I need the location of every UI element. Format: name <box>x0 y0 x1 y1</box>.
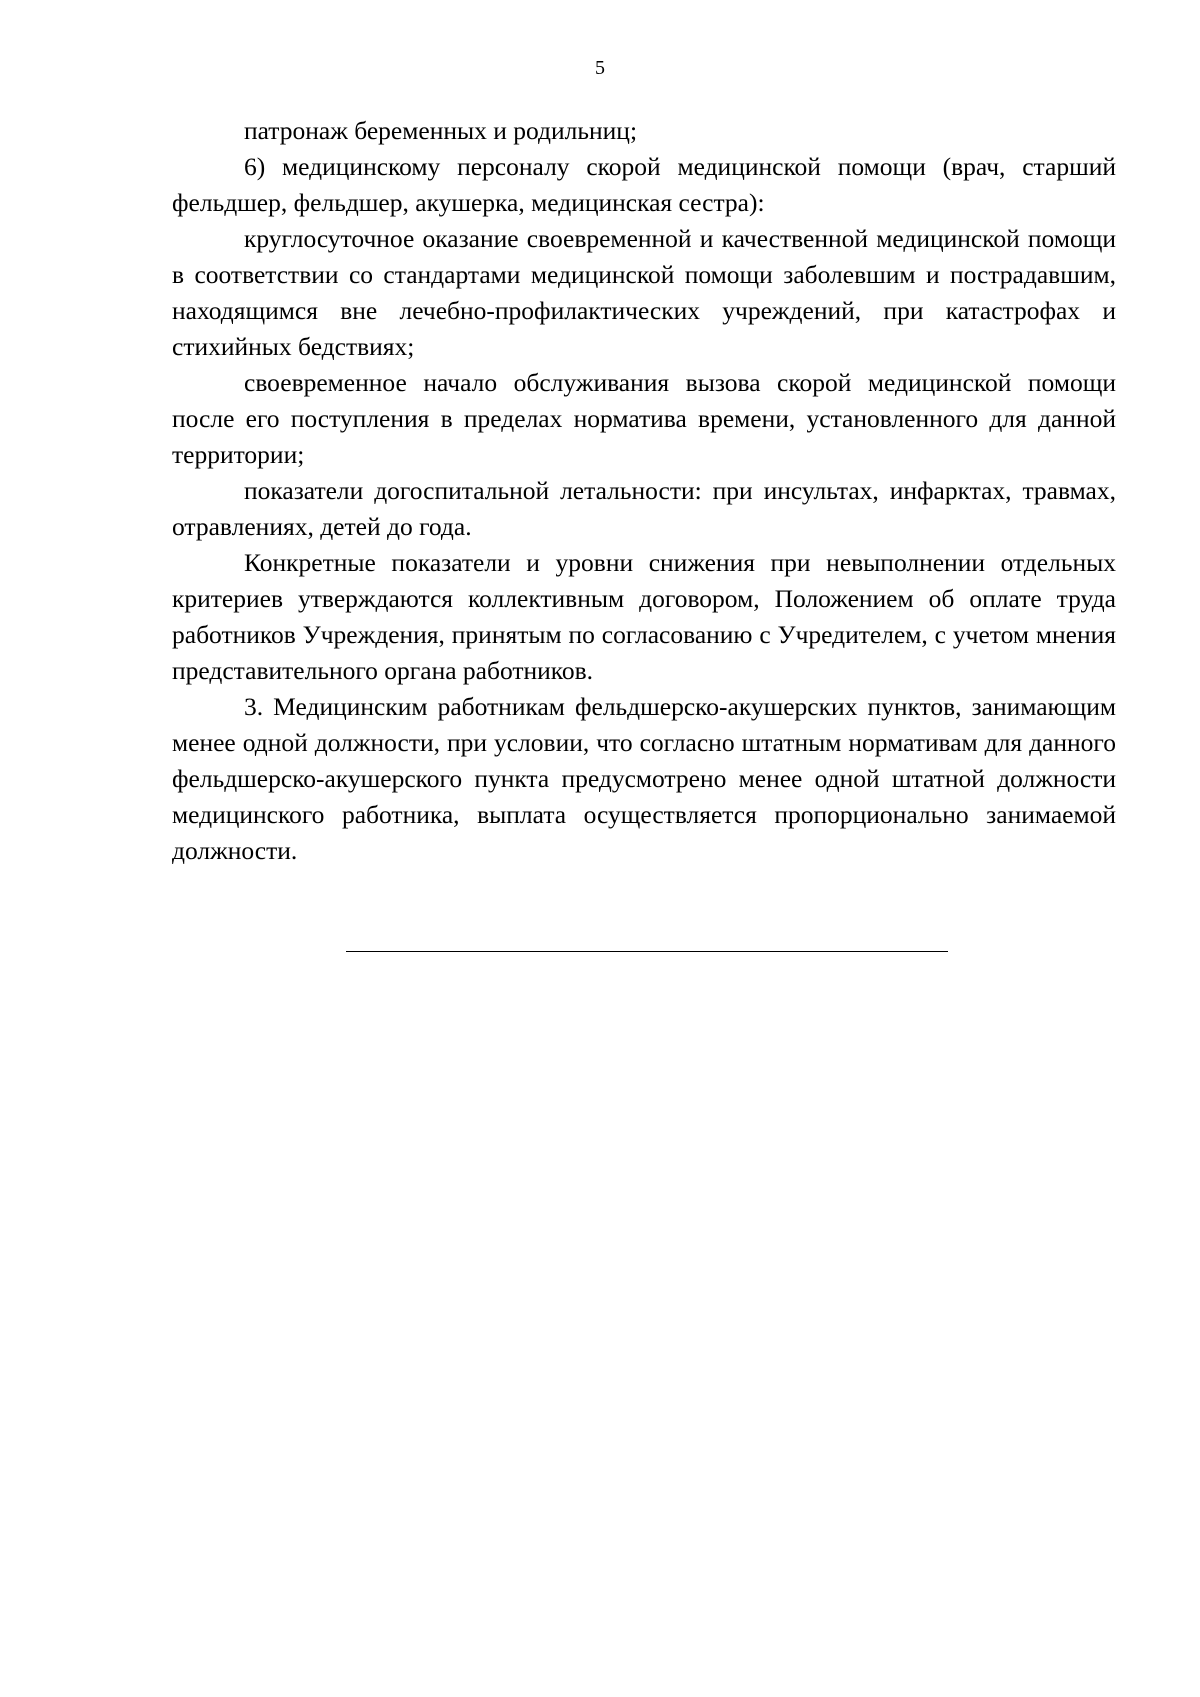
paragraph-specific-indicators: Конкретные показатели и уровни снижения при невыполнении отдельных критериев утверждаются коллективным договором, Положением об оплате труда работников Учреждения, принятым по согласованию с Учредителем, с учетом мнения представительного органа работников. <box>172 548 1116 685</box>
end-separator-line <box>346 951 948 952</box>
page-number: 5 <box>595 57 605 79</box>
body-text <box>172 113 1116 869</box>
paragraph-prehospital-mortality: показатели догоспитальной летальности: при инсультах, инфарктах, травмах, отравлениях, детей до года. <box>172 476 1116 541</box>
paragraph-patronage: патронаж беременных и родильниц; <box>244 116 638 145</box>
paragraph-timely-call-service: своевременное начало обслуживания вызова скорой медицинской помощи после его поступления в пределах норматива времени, установленного для данной территории; <box>172 368 1116 469</box>
paragraph-item-3: 3. Медицинским работникам фельдшерско-акушерских пунктов, занимающим менее одной должности, при условии, что согласно штатным нормативам для данного фельдшерско-акушерского пункта предусмотрено менее одной штатной должности медицинского работника, выплата осуществляется пропорционально занимаемой должности. <box>172 692 1116 865</box>
paragraph-emergency-staff: 6) медицинскому персоналу скорой медицинской помощи (врач, старший фельдшер, фельдшер, акушерка, медицинская сестра): <box>172 152 1116 217</box>
paragraph-round-the-clock-care: круглосуточное оказание своевременной и качественной медицинской помощи в соответствии со стандартами медицинской помощи заболевшим и пострадавшим, находящимся вне лечебно-профилактических учреждений, при катастрофах и стихийных бедствиях; <box>172 224 1116 361</box>
